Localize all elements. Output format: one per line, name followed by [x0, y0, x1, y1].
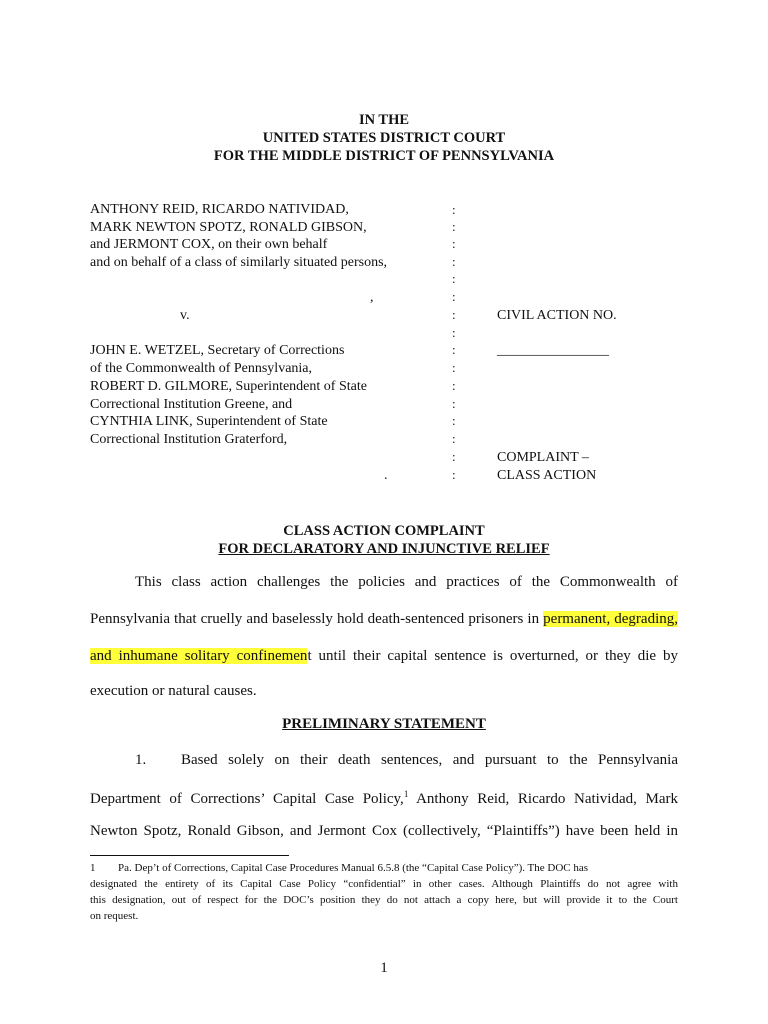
paragraph1-line2-rest: Anthony Reid, Ricardo Natividad, Mark	[408, 791, 678, 807]
colon-mark: :	[452, 431, 456, 446]
plaintiff-line: ANTHONY REID, RICARDO NATIVIDAD,	[90, 202, 349, 217]
highlighted-text: permanent, degrading,	[543, 611, 679, 627]
paragraph-number: 1.	[135, 752, 147, 768]
colon-mark: :	[452, 449, 456, 464]
intro-line3-text: t until their capital sentence is overturned, or they die by	[307, 648, 678, 664]
colon-mark: :	[452, 325, 456, 340]
footnote-separator	[90, 855, 289, 856]
colon-mark: :	[452, 378, 456, 393]
defendant-line: JOHN E. WETZEL, Secretary of Corrections	[90, 343, 345, 358]
paragraph1-line3: Newton Spotz, Ronald Gibson, and Jermont Cox (collectively, “Plaintiffs”) have been held in	[90, 823, 678, 839]
footnote-line2: designated the entirety of its Capital Case Policy “confidential” in other cases. Although Plaintiffs do not agree with	[90, 878, 678, 890]
intro-line2-text: Pennsylvania that cruelly and baselessly hold death-sentenced prisoners in	[90, 611, 544, 627]
defendants-period: .	[384, 468, 388, 483]
plaintiff-line: MARK NEWTON SPOTZ, RONALD GIBSON,	[90, 220, 367, 235]
paragraph1-line2-text: Department of Corrections’ Capital Case Policy,	[90, 791, 404, 807]
colon-mark: :	[452, 254, 456, 269]
colon-mark: :	[452, 289, 456, 304]
versus-label: v.	[180, 308, 190, 323]
court-header	[0, 111, 768, 165]
court-header-line2: UNITED STATES DISTRICT COURT	[262, 130, 506, 146]
defendant-line: ROBERT D. GILMORE, Superintendent of State	[90, 379, 367, 394]
title-line2: FOR DECLARATORY AND INJUNCTIVE RELIEF	[218, 541, 550, 557]
court-header-line3: FOR THE MIDDLE DISTRICT OF PENNSYLVANIA	[213, 148, 555, 164]
case-number-blank: ________________	[497, 343, 609, 358]
highlighted-text: and inhumane solitary confinemen	[90, 648, 308, 664]
plaintiff-line: and on behalf of a class of similarly situated persons,	[90, 255, 388, 270]
colon-mark: :	[452, 467, 456, 482]
defendant-line: CYNTHIA LINK, Superintendent of State	[90, 414, 328, 429]
intro-line1: This class action challenges the policies and practices of the Commonwealth of	[135, 574, 678, 590]
colon-mark: :	[452, 202, 456, 217]
plaintiff-line: and JERMONT COX, on their own behalf	[90, 237, 328, 252]
intro-line4: execution or natural causes.	[90, 683, 257, 699]
paragraph1-line1: Based solely on their death sentences, and pursuant to the Pennsylvania	[181, 752, 678, 768]
document-title	[0, 522, 768, 558]
footnote-reference[interactable]: 1	[403, 789, 409, 799]
page-number: 1	[380, 960, 388, 976]
footnote-text: Pa. Dep’t of Corrections, Capital Case Procedures Manual 6.5.8 (the “Capital Case Policy”). The DOC has	[118, 862, 589, 874]
colon-mark: :	[452, 413, 456, 428]
colon-mark: :	[452, 307, 456, 322]
colon-mark: :	[452, 342, 456, 357]
colon-mark: :	[452, 396, 456, 411]
footnote-line4: on request.	[90, 910, 139, 922]
court-header-line1: IN THE	[358, 112, 410, 128]
footnote-mark: 1	[90, 862, 96, 874]
intro-line3	[90, 648, 678, 665]
paragraph1-line2	[90, 789, 678, 808]
footnote-line3: this designation, out of respect for the DOC’s position they do not attach a copy here, but will provide it to the Court	[90, 894, 678, 906]
title-line1: CLASS ACTION COMPLAINT	[283, 523, 485, 539]
colon-mark: :	[452, 271, 456, 286]
class-action-label: CLASS ACTION	[497, 468, 597, 483]
colon-mark: :	[452, 236, 456, 251]
civil-action-label: CIVIL ACTION NO.	[497, 308, 617, 323]
defendant-line: Correctional Institution Graterford,	[90, 432, 288, 447]
colon-mark: :	[452, 360, 456, 375]
defendant-line: Correctional Institution Greene, and	[90, 397, 293, 412]
complaint-label: COMPLAINT –	[497, 450, 589, 465]
section-heading: PRELIMINARY STATEMENT	[282, 716, 486, 732]
intro-line2	[90, 611, 678, 628]
defendant-line: of the Commonwealth of Pennsylvania,	[90, 361, 313, 376]
footnote-line1	[90, 862, 678, 875]
colon-mark: :	[452, 219, 456, 234]
plaintiffs-comma: ,	[370, 290, 374, 305]
